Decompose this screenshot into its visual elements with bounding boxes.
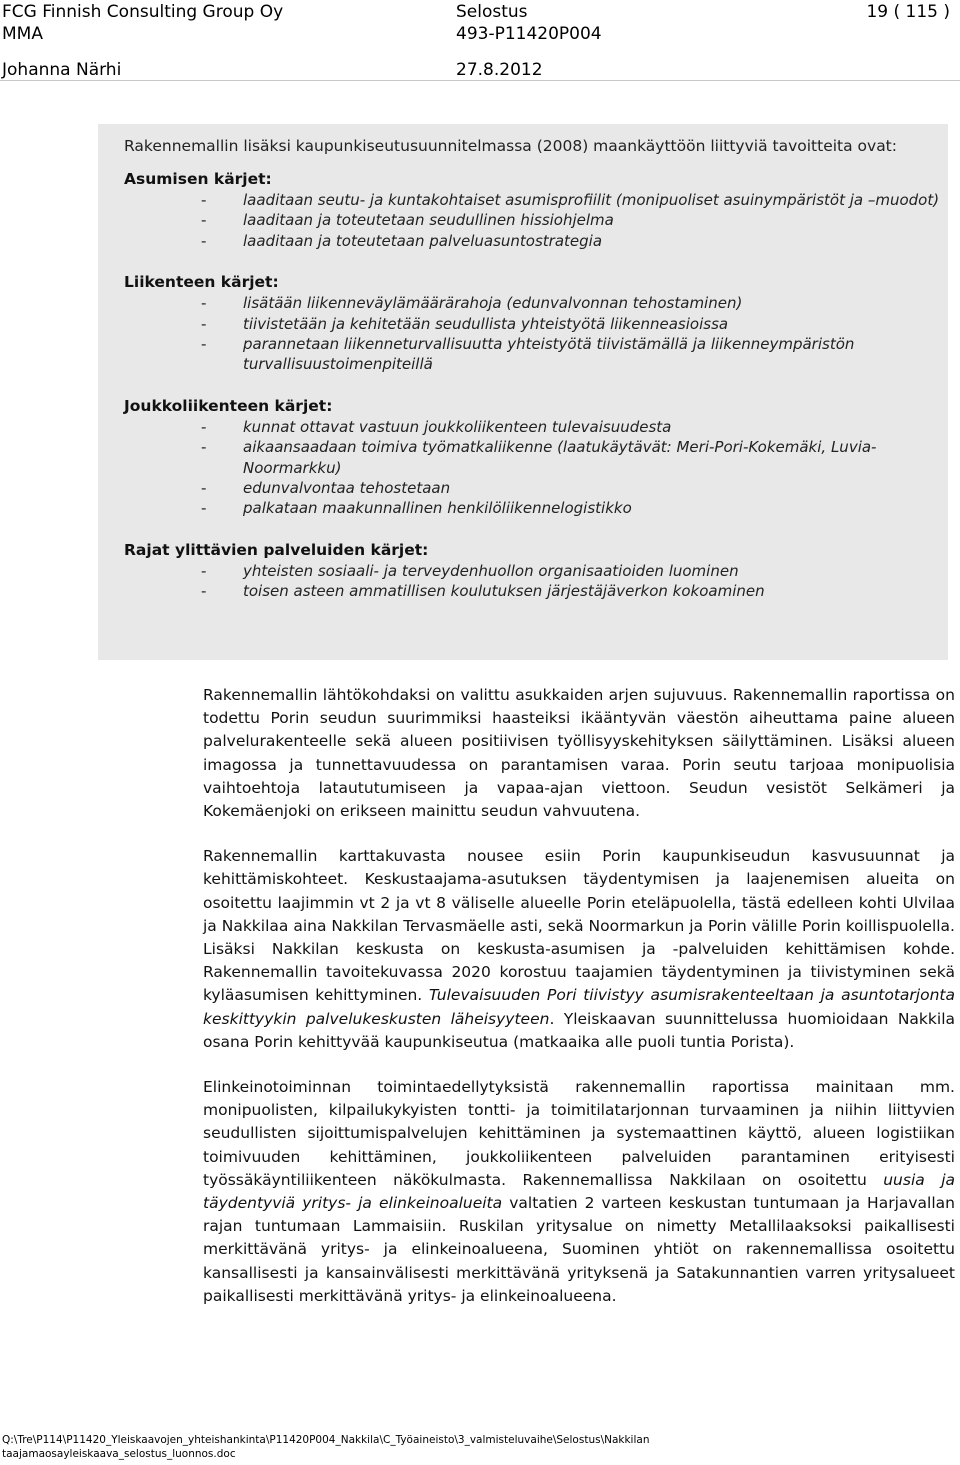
paragraph: Rakennemallin karttakuvasta nousee esiin Porin kaupunkiseudun kasvusuunnat ja kehittämiskohteet. Keskustaajama-asutuksen täydentymisen ja laajenemisen alueita on osoitettu laajimmin vt 2 ja vt 8 väliselle alueelle Porin eteläpuolella, tästä edelleen kohti Ulvilaa ja Nakkilaa aina Nakkilan Tervasmäelle asti, sekä Noormarkun ja Porin välille Porin koillispuolella. Lisäksi Nakkilan keskusta on keskusta-asumisen ja -palveluiden kehittämisen kohde. Rakennemallin tavoitekuvassa 2020 korostuu taajamien täydentyminen ja tiivistyminen sekä kyläasumisen kehittyminen. Tulevaisuuden Pori tiivistyy asumisrakenteeltaan ja asuntotarjonta keskittyykin palvelukeskusten läheisyyteen. Yleiskaavan suunnittelussa huomioidaan Nakkila osana Porin kehittyvää kaupunkiseutua (matkaaika alle puoli tuntia Porista). <box>203 847 955 1051</box>
dash-bullet: - <box>201 499 207 518</box>
list-item: - toisen asteen ammatillisen koulutuksen järjestäjäverkon kokoaminen <box>201 582 765 601</box>
emphasis: uusia ja täydentyviä yritys- ja elinkeinoalueita <box>203 1170 955 1213</box>
emphasis: Tulevaisuuden Pori tiivistyy asumisrakenteeltaan ja asuntotarjonta keskittyykin palvelukeskusten läheisyyteen <box>203 986 955 1028</box>
list-item: - laaditaan ja toteutetaan seudullinen hissiohjelma <box>201 211 614 230</box>
file-path-line: Q:\Tre\P114\P11420_Yleiskaavojen_yhteishankinta\P11420P004_Nakkila\C_Työaineisto\3_valmisteluvaihe\Selostus\Nakkilan <box>2 1434 650 1446</box>
document-type: Selostus <box>456 2 528 22</box>
list-item: - kunnat ottavat vastuun joukkoliikenteen tulevaisuudesta <box>201 417 672 436</box>
goals-intro: Rakennemallin lisäksi kaupunkiseutusuunnitelmassa (2008) maankäyttöön liittyviä tavoitteita ovat: <box>124 137 897 155</box>
list-item: - palkataan maakunnallinen henkilöliikennelogistikko <box>201 499 632 518</box>
list-item: - aikaansaadaan toimiva työmatkaliikenne (laatukäytävät: Meri-Pori-Kokemäki, Luvia-Noormarkku) <box>201 438 877 477</box>
list-item: - edunvalvontaa tehostetaan <box>201 479 451 498</box>
dash-bullet: - <box>201 417 207 436</box>
list-item: - laaditaan ja toteutetaan palveluasuntostrategia <box>201 231 603 250</box>
file-path-footer <box>2 1433 649 1461</box>
goal-section-cross-border-services <box>124 540 948 602</box>
paragraph: Elinkeinotoiminnan toimintaedellytyksistä rakennemallin raportissa mainitaan mm. monipuolisten, kilpailukykyisten tontti- ja toimitilatarjonnan turvaaminen ja niihin liittyvien seudullisten sijoittumispalvelujen kehittäminen ja systemaattinen käyttö, alueen logistiikan toimivuuden kehittäminen, joukkoliikenteen palveluiden parantaminen erityisesti työssäkäyntiliikenteen näkökulmasta. Rakennemallissa Nakkilaan on osoitettu uusia ja täydentyviä yritys- ja elinkeinoalueita valtatien 2 varteen keskustan tuntumaan ja Harjavallan rajan tuntumaan Lammaisiin. Ruskilan yritysalue on nimetty Metallilaaksoksi paikallisesti merkittävänä yritys- ja elinkeinoalueena, Suominen yhtiöt on rakennemallissa osoitettu kansallisesti ja kansainvälisesti merkittävänä yrityksenä ja Satakunnantien varren yritysalueet paikallisesti merkittävänä yritys- ja elinkeinoalueena. <box>203 1078 955 1305</box>
list-item: - laaditaan seutu- ja kuntakohtaiset asumisprofiilit (monipuoliset asuinympäristöt ja –muodot) <box>201 191 940 209</box>
paragraph: Rakennemallin lähtökohdaksi on valittu asukkaiden arjen sujuvuus. Rakennemallin raportissa on todettu Porin seudun suurimmiksi haasteiksi ikääntyvän väestön aiheuttama paine alueen palvelurakenteelle sekä alueen positiivisen työllisyyskehityksen säilyttäminen. Lisäksi alueen imagossa ja tunnettavuudessa on parantamisen varaa. Porin seutu tarjoaa monipuolisia vaihtoehtoja lataututumiseen ja vapaa-ajan viettoon. Seudun vesistöt Selkämeri ja Kokemäenjoki on erikseen mainittu seudun vahvuutena. <box>203 686 955 821</box>
goals-box <box>98 124 948 660</box>
dash-bullet: - <box>201 314 207 333</box>
list-item: - yhteisten sosiaali- ja terveydenhuollon organisaatioiden luominen <box>201 561 739 580</box>
company-short-name: MMA <box>2 24 43 44</box>
list-item: - lisätään liikenneväylämäärärahoja (edunvalvonnan tehostaminen) <box>201 294 743 313</box>
header-divider <box>0 80 960 81</box>
section-title: Joukkoliikenteen kärjet: <box>124 396 333 415</box>
company-name: FCG Finnish Consulting Group Oy <box>2 2 284 22</box>
list-item: - parannetaan liikenneturvallisuutta yhteistyötä tiivistämällä ja liikenneympäristön turvallisuustoimenpiteillä <box>201 335 855 374</box>
dash-bullet: - <box>201 211 207 230</box>
goal-section-public-transport <box>124 396 948 519</box>
goal-list <box>124 417 948 519</box>
section-title: Rajat ylittävien palveluiden kärjet: <box>124 540 429 559</box>
dash-bullet: - <box>201 479 207 498</box>
file-path-line: taajamaosayleiskaava_selostus_luonnos.doc <box>2 1448 236 1460</box>
dash-bullet: - <box>201 294 207 313</box>
author-name: Johanna Närhi <box>2 60 122 80</box>
section-title: Liikenteen kärjet: <box>124 273 279 292</box>
page-number: 19 ( 115 ) <box>866 2 950 22</box>
section-title: Asumisen kärjet: <box>124 170 272 188</box>
goal-list <box>124 190 948 251</box>
document-code: 493-P11420P004 <box>456 24 602 44</box>
body-text <box>203 684 955 1330</box>
dash-bullet: - <box>201 335 207 354</box>
goal-list <box>124 293 948 375</box>
dash-bullet: - <box>201 231 207 250</box>
dash-bullet: - <box>201 438 207 457</box>
goal-list <box>124 561 948 602</box>
list-item: - tiivistetään ja kehitetään seudullista yhteistyötä liikenneasioissa <box>201 314 729 333</box>
dash-bullet: - <box>201 191 207 209</box>
dash-bullet: - <box>201 561 207 580</box>
goal-section-traffic <box>124 272 948 375</box>
dash-bullet: - <box>201 582 207 601</box>
document-date: 27.8.2012 <box>456 60 543 80</box>
goal-section-housing <box>124 169 948 251</box>
